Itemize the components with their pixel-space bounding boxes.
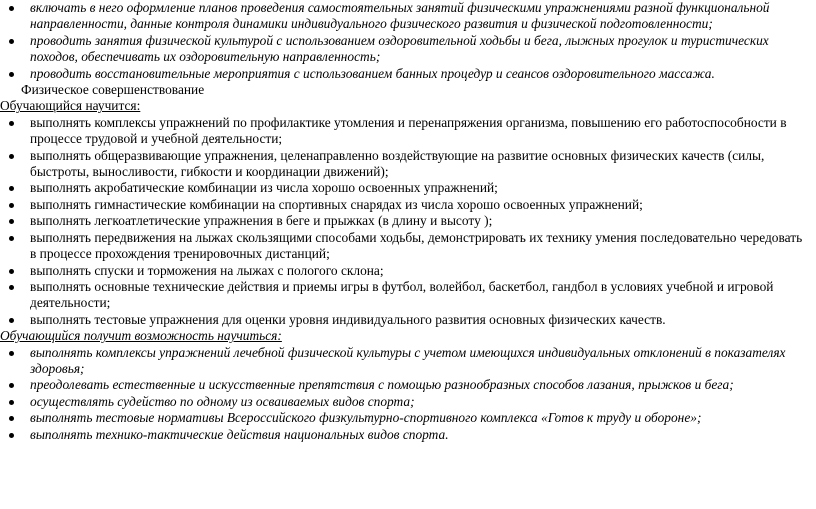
list-item: выполнять комплексы упражнений по профилактике утомления и перенапряжения организма, повышению его работоспособности в процессе трудовой и учебной деятельности; [0, 115, 816, 148]
list-item: выполнять передвижения на лыжах скользящими способами ходьбы, демонстрировать их технику умения последовательно чередовать в процессе прохождения тренировочных дистанций; [0, 230, 816, 263]
may-learn-heading: Обучающийся получит возможность научиться: [0, 328, 282, 344]
list-item: выполнять легкоатлетические упражнения в беге и прыжках (в длину и высоту ); [0, 213, 816, 229]
list-item: включать в него оформление планов проведения самостоятельных занятий физическими упражнениями разной функциональной направленности, данные контроля динамики индивидуального физического развития и физической подготовленности; [0, 0, 816, 33]
list-item: проводить восстановительные мероприятия с использованием банных процедур и сеансов оздоровительного массажа. [0, 66, 816, 82]
list-item: выполнять тестовые упражнения для оценки уровня индивидуального развития основных физических качеств. [0, 312, 816, 328]
bullet-list-intro [0, 0, 816, 82]
list-item: преодолевать естественные и искусственные препятствия с помощью разнообразных способов лазания, прыжков и бега; [0, 377, 816, 393]
list-item: выполнять гимнастические комбинации на спортивных снарядах из числа хорошо освоенных упражнений; [0, 197, 816, 213]
bullet-list-may-learn [0, 345, 816, 443]
will-learn-heading: Обучающийся научится: [0, 98, 141, 114]
list-item: проводить занятия физической культурой с использованием оздоровительной ходьбы и бега, лыжных прогулок и туристических походов, обеспечивать их оздоровительную направленность; [0, 33, 816, 66]
list-item: осуществлять судейство по одному из осваиваемых видов спорта; [0, 394, 816, 410]
section-title: Физическое совершенствование [21, 82, 205, 98]
list-item: выполнять общеразвивающие упражнения, целенаправленно воздействующие на развитие основных физических качеств (силы, быстроты, выносливости, гибкости и координации движений); [0, 148, 816, 181]
list-item: выполнять технико-тактические действия национальных видов спорта. [0, 427, 816, 443]
list-item: выполнять спуски и торможения на лыжах с пологого склона; [0, 263, 816, 279]
list-item: выполнять акробатические комбинации из числа хорошо освоенных упражнений; [0, 180, 816, 196]
list-item: выполнять комплексы упражнений лечебной физической культуры с учетом имеющихся индивидуальных отклонений в показателях здоровья; [0, 345, 816, 378]
bullet-list-will-learn [0, 115, 816, 328]
list-item: выполнять основные технические действия и приемы игры в футбол, волейбол, баскетбол, гандбол в условиях учебной и игровой деятельности; [0, 279, 816, 312]
list-item: выполнять тестовые нормативы Всероссийского физкультурно-спортивного комплекса «Готов к труду и обороне»; [0, 410, 816, 426]
